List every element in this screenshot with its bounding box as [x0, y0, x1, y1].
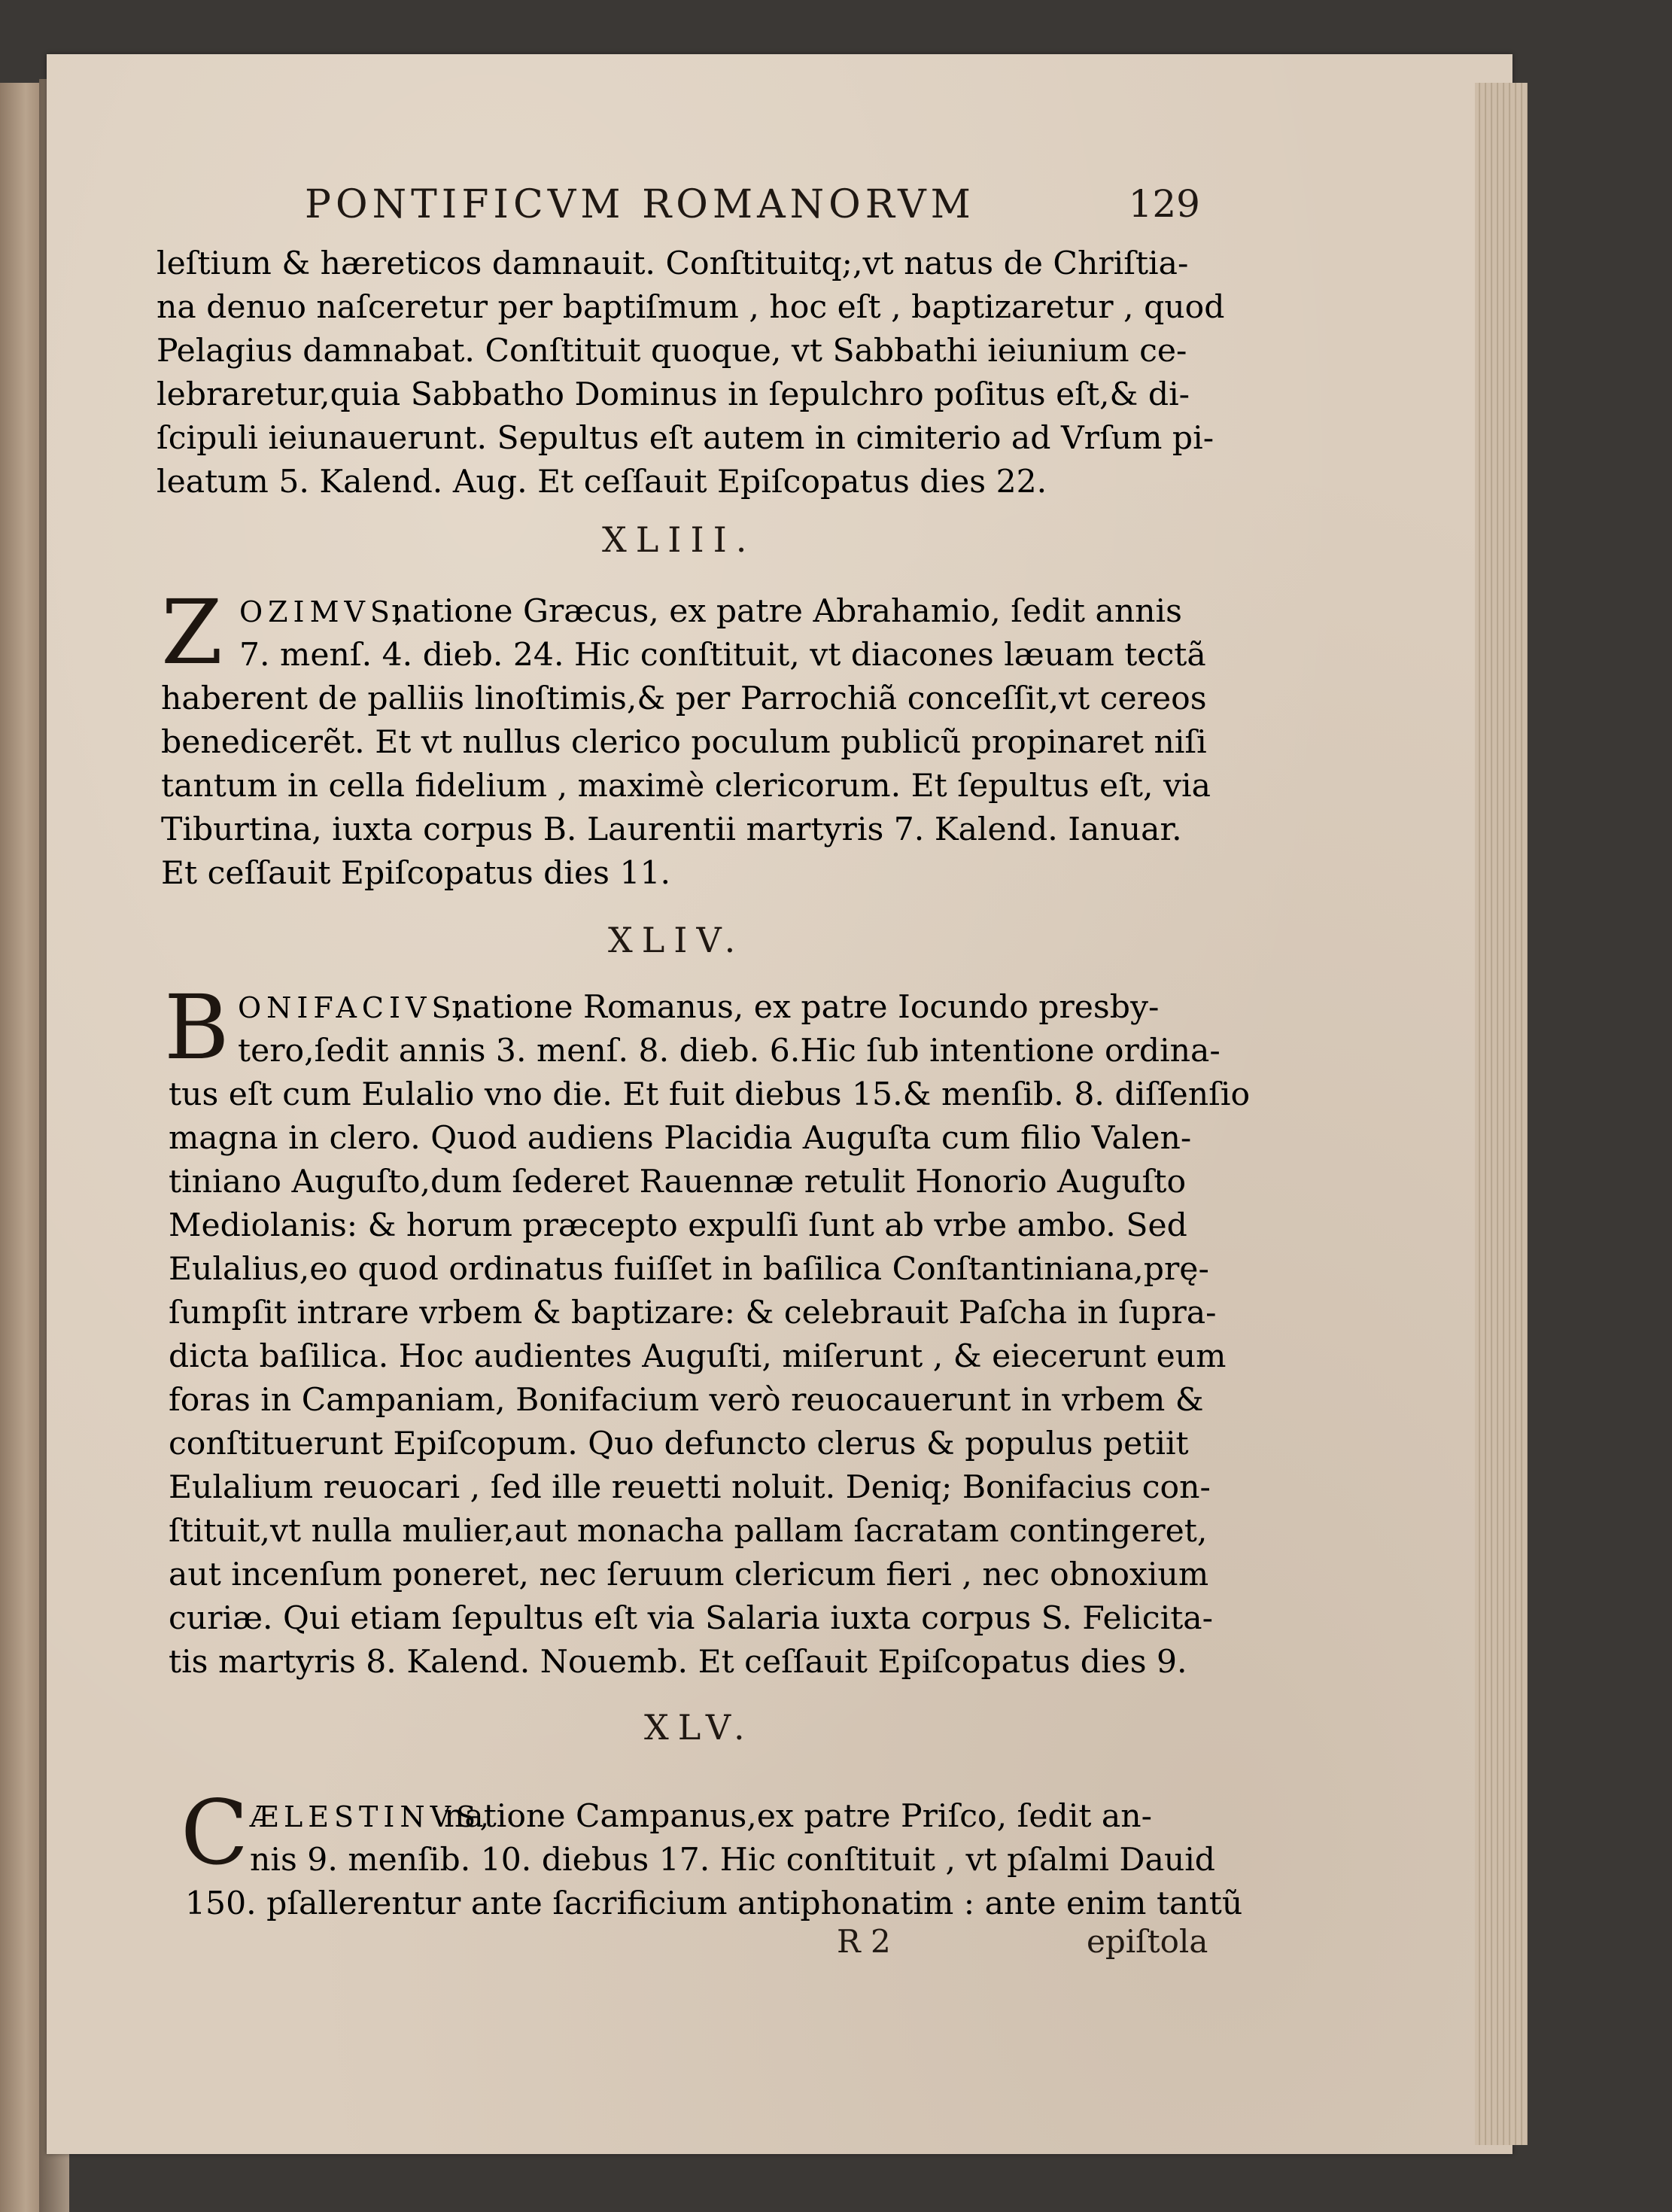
- catchword: epiſtola: [1087, 1923, 1208, 1960]
- paragraph-line: tantum in cella fidelium , maximè clericorum. Et ſepultus eſt, via: [161, 768, 1211, 805]
- paragraph-line: Et ceſſauit Epiſcopatus dies 11.: [161, 855, 671, 892]
- folio-number: 129: [1128, 182, 1200, 226]
- paragraph-line: benedicerẽt. Et vt nullus clerico poculum publicũ propinaret niſi: [161, 724, 1207, 761]
- paragraph-line: tus eſt cum Eulalio vno die. Et fuit diebus 15.& menſib. 8. diſſenſio: [169, 1076, 1251, 1113]
- paragraph-line: nis 9. menſib. 10. diebus 17. Hic conſtituit , vt pſalmi Dauid: [250, 1842, 1215, 1879]
- paragraph-line: na denuo naſceretur per baptiſmum , hoc eſt , baptizaretur , quod: [157, 289, 1225, 326]
- section-number: XLIV.: [608, 920, 745, 960]
- paragraph-line: leatum 5. Kalend. Aug. Et ceſſauit Epiſcopatus dies 22.: [157, 464, 1047, 501]
- paragraph-line: Eulalium reuocari , ſed ille reuetti noluit. Deniq; Bonifacius con-: [169, 1469, 1211, 1506]
- paragraph-line: 7. menſ. 4. dieb. 24. Hic conſtituit, vt diacones læuam tectã: [239, 637, 1206, 674]
- paragraph-line: ſumpſit intrare vrbem & baptizare: & celebrauit Paſcha in ſupra-: [169, 1295, 1217, 1331]
- section-number: XLV.: [644, 1707, 754, 1748]
- paragraph-line: tiniano Auguſto,dum ſederet Rauennæ retulit Honorio Auguſto: [169, 1164, 1187, 1200]
- paragraph-line: dicta baſilica. Hoc audientes Auguſti, miſerunt , & eiecerunt eum: [169, 1338, 1227, 1375]
- paragraph-line: ſtituit,vt nulla mulier,aut monacha pallam ſacratam contingeret,: [169, 1513, 1208, 1550]
- paragraph-line: tero,ſedit annis 3. menſ. 8. dieb. 6.Hic ſub intentione ordina-: [238, 1033, 1221, 1069]
- drop-initial: B: [164, 975, 230, 1079]
- paragraph-line: Tiburtina, iuxta corpus B. Laurentii martyris 7. Kalend. Ianuar.: [161, 811, 1182, 848]
- section-number: XLIII.: [602, 519, 756, 560]
- paragraph-line: leſtium & hæreticos damnauit. Conſtituitq;,vt natus de Chriſtia-: [157, 245, 1189, 282]
- running-head: [305, 182, 1200, 227]
- paragraph-line: natione Romanus, ex patre Iocundo presby-: [451, 989, 1160, 1026]
- paragraph-line: 150. pſallerentur ante ſacrificium antiphonatim : ante enim tantũ: [185, 1885, 1243, 1922]
- signature-mark: R 2: [837, 1923, 891, 1960]
- small-caps-name: ÆLESTINVS,: [250, 1800, 494, 1833]
- paragraph-line: conſtituerunt Epiſcopum. Quo defuncto clerus & populus petiit: [169, 1425, 1189, 1462]
- small-caps-name: OZIMVS,: [239, 595, 409, 628]
- paragraph-line: foras in Campaniam, Bonifacium verò reuocauerunt in vrbem &: [169, 1382, 1204, 1419]
- paragraph-line: tis martyris 8. Kalend. Nouemb. Et ceſſauit Epiſcopatus dies 9.: [169, 1644, 1187, 1681]
- paragraph-line: aut incenſum poneret, nec ſeruum clericum fieri , nec obnoxium: [169, 1556, 1209, 1593]
- paragraph-line: Pelagius damnabat. Conſtituit quoque, vt Sabbathi ieiunium ce-: [157, 333, 1187, 370]
- paragraph-line: Mediolanis: & horum præcepto expulſi ſunt ab vrbe ambo. Sed: [169, 1207, 1187, 1244]
- small-caps-name: ONIFACIVS,: [238, 991, 470, 1024]
- paragraph-line: natione Campanus,ex patre Priſco, ſedit an-: [444, 1798, 1152, 1835]
- paragraph-line: ſcipuli ieiunauerunt. Sepultus eſt autem in cimiterio ad Vrſum pi-: [157, 420, 1214, 457]
- drop-initial: Z: [161, 580, 223, 684]
- paragraph-line: natione Græcus, ex patre Abrahamio, ſedit annis: [391, 593, 1182, 630]
- drop-initial: C: [181, 1781, 249, 1885]
- paragraph-line: haberent de palliis linoſtimis,& per Parrochiã conceſſit,vt cereos: [161, 680, 1207, 717]
- paragraph-line: lebraretur,quia Sabbatho Dominus in ſepulchro poſitus eſt,& di-: [157, 376, 1190, 413]
- paragraph-line: curiæ. Qui etiam ſepultus eſt via Salaria iuxta corpus S. Felicita-: [169, 1600, 1213, 1637]
- paragraph-line: Eulalius,eo quod ordinatus fuiſſet in baſilica Conſtantiniana,prę-: [169, 1251, 1209, 1288]
- running-title: PONTIFICVM ROMANORVM: [305, 182, 975, 227]
- paragraph-line: [239, 590, 409, 634]
- paragraph-line: magna in clero. Quod audiens Placidia Auguſta cum filio Valen-: [169, 1120, 1192, 1157]
- paragraph-line: [238, 986, 470, 1030]
- page-fore-edge: [1475, 83, 1528, 2145]
